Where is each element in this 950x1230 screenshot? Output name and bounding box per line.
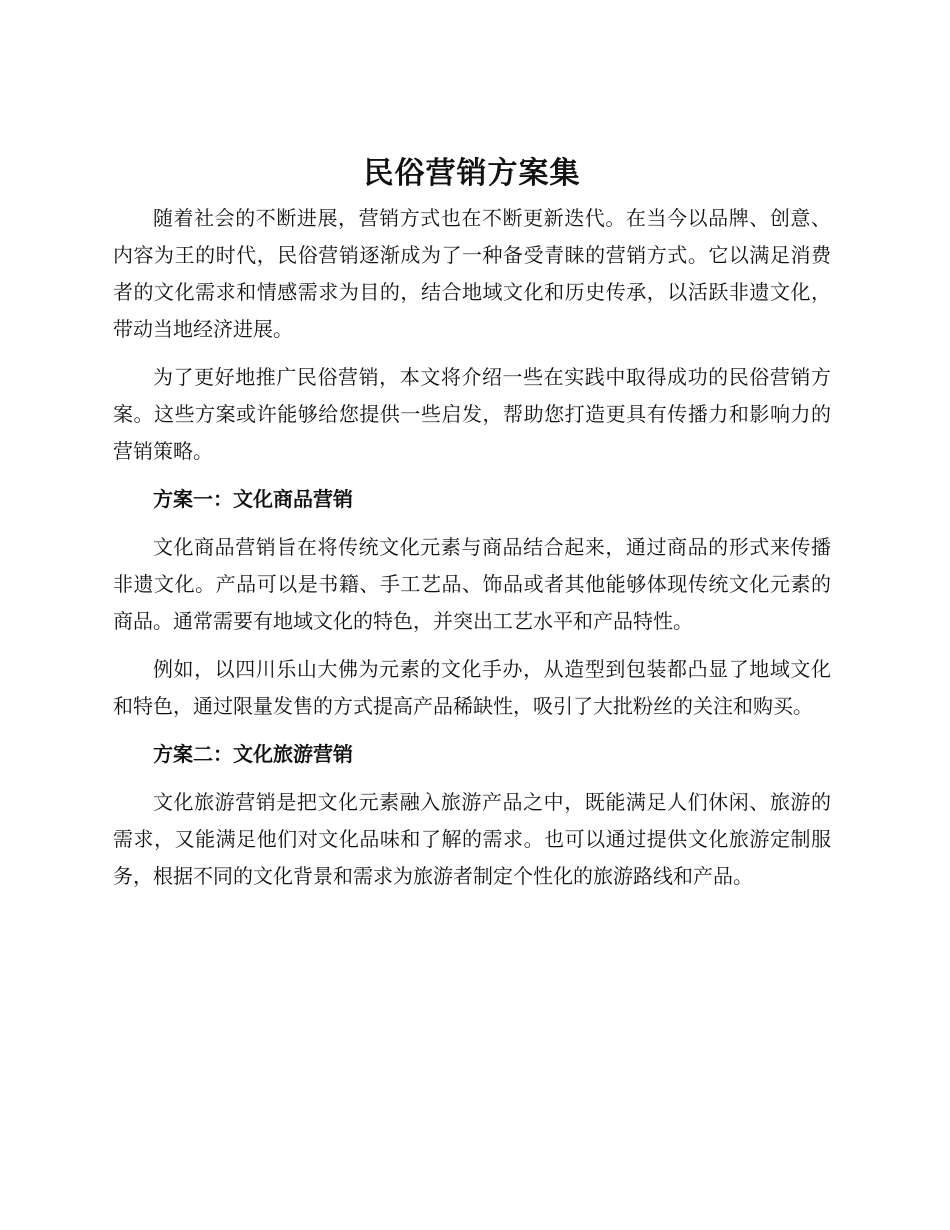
document-title: 民俗营销方案集	[363, 156, 581, 191]
intro-paragraph-1: 随着社会的不断进展，营销方式也在不断更新迭代。在当今以品牌、创意、内容为王的时代，民俗营销逐渐成为了一种备受青睐的营销方式。它以满足消费者的文化需求和情感需求为目的，结合地域文化和历史传承，以活跃非遗文化，带动当地经济进展。	[113, 206, 831, 341]
section-1-paragraph-1: 文化商品营销旨在将传统文化元素与商品结合起来，通过商品的形式来传播非遗文化。产品可以是书籍、手工艺品、饰品或者其他能够体现传统文化元素的商品。通常需要有地域文化的特色，并突出工艺水平和产品特性。	[113, 535, 831, 633]
section-1-paragraph-2: 例如，以四川乐山大佛为元素的文化手办，从造型到包装都凸显了地域文化和特色，通过限量发售的方式提高产品稀缺性，吸引了大批粉丝的关注和购买。	[113, 657, 831, 718]
section-2-paragraph-1: 文化旅游营销是把文化元素融入旅游产品之中，既能满足人们休闲、旅游的需求，又能满足他们对文化品味和了解的需求。也可以通过提供文化旅游定制服务，根据不同的文化背景和需求为旅游者制定个性化的旅游路线和产品。	[113, 790, 831, 888]
document-page	[113, 148, 831, 906]
intro-paragraph-2: 为了更好地推广民俗营销，本文将介绍一些在实践中取得成功的民俗营销方案。这些方案或许能够给您提供一些启发，帮助您打造更具有传播力和影响力的营销策略。	[113, 365, 831, 463]
section-heading-1: 方案一：文化商品营销	[153, 487, 353, 511]
section-heading-2: 方案二：文化旅游营销	[153, 742, 353, 766]
